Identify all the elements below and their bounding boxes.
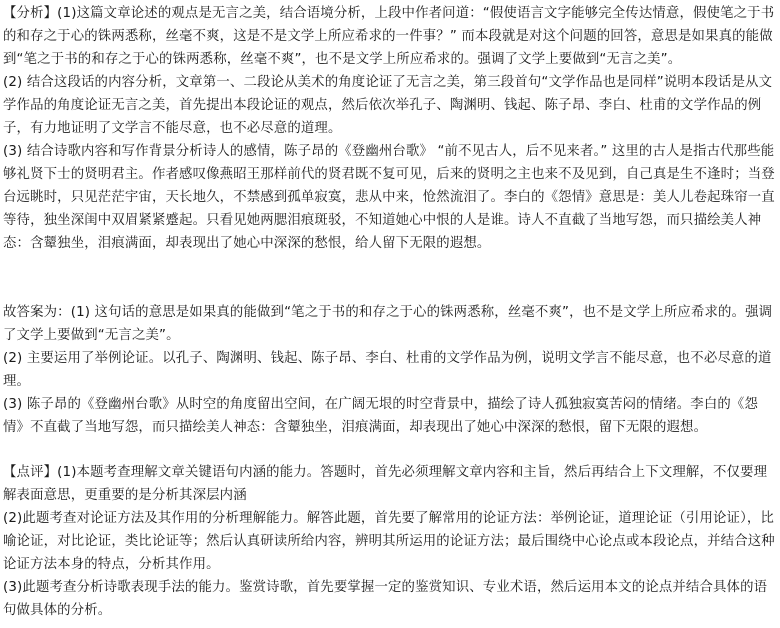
answer-paragraph-3: (3) 陈子昂的《登幽州台歌》从时空的角度留出空间，在广阔无垠的时空背景中，描绘了诗人孤独寂寞苦闷的情绪。李白的《怨情》不直截了当地写怨，而只描绘美人神态：含颦独坐，泪痕满面，却表现出了她心中深深的愁恨，留下无限的遐想。 xyxy=(3,397,759,435)
review-paragraph-1: 【点评】(1)本题考查理解文章关键语句内涵的能力。答题时，首先必须理解文章内容和主旨，然后再结合上下文理解，不仅要理解表面意思，更重要的是分析其深层内涵 xyxy=(3,465,768,503)
review-section xyxy=(3,461,775,622)
analysis-paragraph-2: (2) 结合这段话的内容分析，文章第一、二段论从美术的角度论证了无言之美，第三段首句“文学作品也是同样”说明本段话是从文学作品的角度论证无言之美，首先提出本段论证的观点，然后依次举孔子、陶渊明、钱起、陈子昂、李白、杜甫的文学作品的例子，有力地证明了文学言不能尽意，也不必尽意的道理。 xyxy=(3,75,773,136)
analysis-section xyxy=(3,2,775,255)
review-paragraph-2: (2)此题考查对论证方法及其作用的分析理解能力。解答此题，首先要了解常用的论证方法：举例论证，道理论证（引用论证），比喻论证，对比论证，类比论证等；然后认真研读所给内容，辨明其所运用的论证方法；最后围绕中心论点或本段论点，并结合这种论证方法本身的特点，分析其作用。 xyxy=(3,511,775,572)
analysis-paragraph-1: 【分析】(1)这篇文章论述的观点是无言之美，结合语境分析，上段中作者问道：“假使语言文字能够完全传达情意，假使笔之于书的和存之于心的铢两悉称，丝毫不爽，这是不是文学上所应希求的一件事？” 而本段就是对这个问题的回答，意思是如果真的能做到“笔之于书的和存之于心的铢两悉称，丝毫不爽”，也不是文学上所应希求的。强调了文学上要做到“无言之美”。 xyxy=(3,6,775,67)
review-paragraph-3: (3)此题考查分析诗歌表现手法的能力。鉴赏诗歌，首先要掌握一定的鉴赏知识、专业术语，然后运用本文的论点并结合具体的语句做具体的分析。 xyxy=(3,580,768,618)
answer-paragraph-1: 故答案为：(1) 这句话的意思是如果真的能做到“笔之于书的和存之于心的铢两悉称，丝毫不爽”，也不是文学上所应希求的。强调了文学上要做到“无言之美”。 xyxy=(3,305,773,343)
answer-paragraph-2: (2) 主要运用了举例论证。以孔子、陶渊明、钱起、陈子昂、李白、杜甫的文学作品为例，说明文学言不能尽意，也不必尽意的道理。 xyxy=(3,351,772,389)
answer-section xyxy=(3,301,775,439)
analysis-paragraph-3: (3) 结合诗歌内容和写作背景分析诗人的感情，陈子昂的《登幽州台歌》 “前不见古人，后不见来者。” 这里的古人是指古代那些能够礼贤下士的贤明君主。作者感叹像燕昭王那样前代的贤君既不复可见，后来的贤明之主也来不及见到，自己真是生不逢时；当登台远眺时，只见茫茫宇宙，天长地久，不禁感到孤单寂寞，悲从中来，怆然流泪了。李白的《怨情》意思是：美人儿卷起珠帘一直等待，独坐深闺中双眉紧紧蹙起。只看见她两腮泪痕斑驳，不知道她心中恨的人是谁。诗人不直截了当地写怨，而只描绘美人神态：含颦独坐，泪痕满面，却表现出了她心中深深的愁恨，给人留下无限的遐想。 xyxy=(3,144,775,251)
